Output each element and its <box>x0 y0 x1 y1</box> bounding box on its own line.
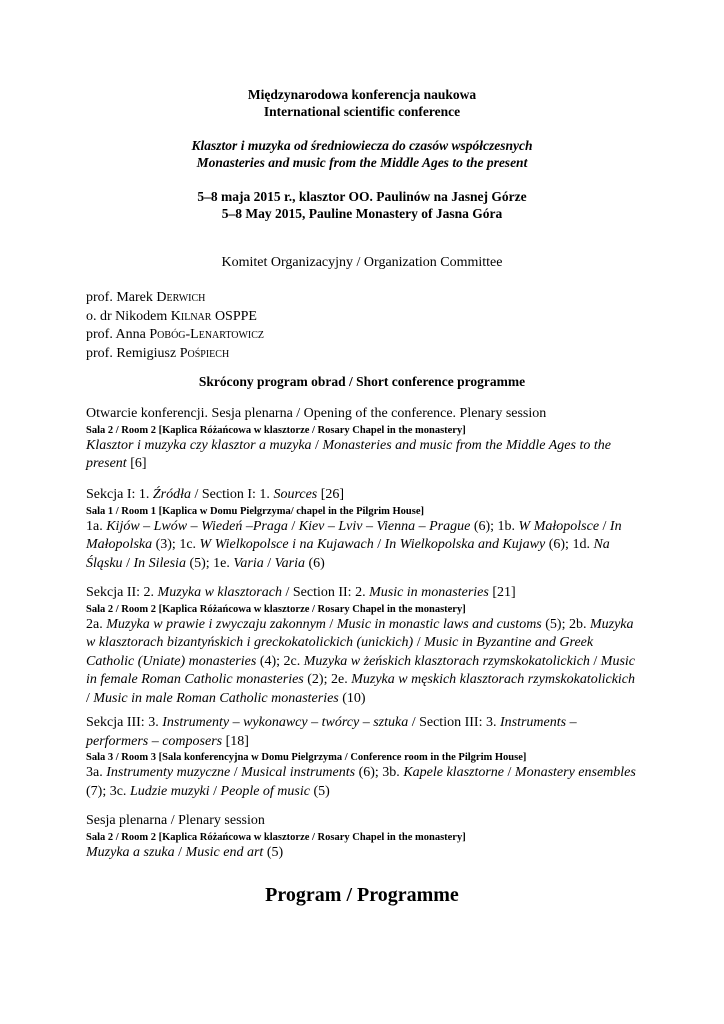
session-room: Sala 1 / Room 1 [Kaplica w Domu Pielgrzyma/ chapel in the Pilgrim House] <box>86 505 425 517</box>
committee-member: prof. Marek Derwich <box>86 290 206 305</box>
programme-title: Program / Programme <box>265 884 459 906</box>
session-title: Sekcja III: 3. Instrumenty – wykonawcy – twórcy – sztuka / Section III: 3. Instruments – performers – composers [18] <box>86 715 577 749</box>
session-talks: 1a. Kijów – Lwów – Wiedeń –Praga / Kiev – Lviv – Vienna – Prague (6); 1b. W Małopolsce / In Małopolska (3); 1c. W Wielkopolsce i na Kujawach / In Wielkopolska and Kujawy (6); 1d. Na Śląsku / In Silesia (5); 1e. Varia / Varia (6) <box>86 518 622 571</box>
member-surname: Derwich <box>156 290 206 305</box>
session-opening <box>86 405 638 474</box>
member-surname: Kilnar <box>170 308 212 324</box>
session-room: Sala 2 / Room 2 [Kaplica Różańcowa w klasztorze / Rosary Chapel in the monastery] <box>86 424 466 436</box>
session-room: Sala 2 / Room 2 [Kaplica Różańcowa w klasztorze / Rosary Chapel in the monastery] <box>86 831 466 843</box>
committee-heading: Komitet Organizacyjny / Organization Committee <box>221 255 503 270</box>
conference-title-pl: Klasztor i muzyka od średniowiecza do czasów współczesnych <box>191 138 533 153</box>
session-section-3 <box>86 714 638 801</box>
committee-member: prof. Anna Pobóg-Lenartowicz <box>86 327 265 342</box>
session-talks: 2a. Muzyka w prawie i zwyczaju zakonnym / Music in monastic laws and customs (5); 2b. Muzyka w klasztorach bizantyńskich i greckokatolickich (unickich) / Music in Byzantine and Greek Catholic (Uniate) monasteries (4); 2c. Muzyka w żeńskich klasztorach rzymskokatolickich / Music in female Roman Catholic monasteries (2); 2e. Muzyka w męskich klasztorach rzymskokatolickich / Music in male Roman Catholic monasteries (10) <box>86 616 636 706</box>
member-surname: Pośpiech <box>179 345 230 361</box>
session-title: Otwarcie konferencji. Sesja plenarna / Opening of the conference. Plenary session <box>86 406 547 421</box>
session-talks: Klasztor i muzyka czy klasztor a muzyka / Monasteries and music from the Middle Ages to the present [6] <box>86 437 611 471</box>
conference-type-pl: Międzynarodowa konferencja naukowa <box>247 87 477 102</box>
session-talks: Muzyka a szuka / Music end art (5) <box>86 844 284 860</box>
session-plenary <box>86 812 638 862</box>
session-room: Sala 2 / Room 2 [Kaplica Różańcowa w klasztorze / Rosary Chapel in the monastery] <box>86 603 466 615</box>
programme-heading: Skrócony program obrad / Short conference programme <box>198 374 526 389</box>
committee-list <box>86 289 638 363</box>
conference-date-en: 5–8 May 2015, Pauline Monastery of Jasna Góra <box>221 206 503 221</box>
session-section-2 <box>86 584 638 708</box>
conference-date-pl: 5–8 maja 2015 r., klasztor OO. Paulinów na Jasnej Górze <box>197 189 527 204</box>
session-title: Sesja plenarna / Plenary session <box>86 813 265 828</box>
committee-member: o. dr Nikodem Kilnar OSPPE <box>86 308 257 324</box>
committee-member: prof. Remigiusz Pośpiech <box>86 345 230 361</box>
conference-title-en: Monasteries and music from the Middle Ages to the present <box>196 155 528 170</box>
session-talks: 3a. Instrumenty muzyczne / Musical instruments (6); 3b. Kapele klasztorne / Monastery ensembles (7); 3c. Ludzie muzyki / People of music (5) <box>86 765 636 799</box>
session-room: Sala 3 / Room 3 [Sala konferencyjna w Domu Pielgrzyma / Conference room in the Pilgrim House] <box>86 752 527 763</box>
session-title: Sekcja I: 1. Źródła / Section I: 1. Sources [26] <box>86 487 345 502</box>
conference-type-en: International scientific conference <box>263 104 461 119</box>
session-title: Sekcja II: 2. Muzyka w klasztorach / Section II: 2. Music in monasteries [21] <box>86 585 516 600</box>
session-section-1 <box>86 486 638 573</box>
member-surname: Pobóg-Lenartowicz <box>149 327 265 342</box>
